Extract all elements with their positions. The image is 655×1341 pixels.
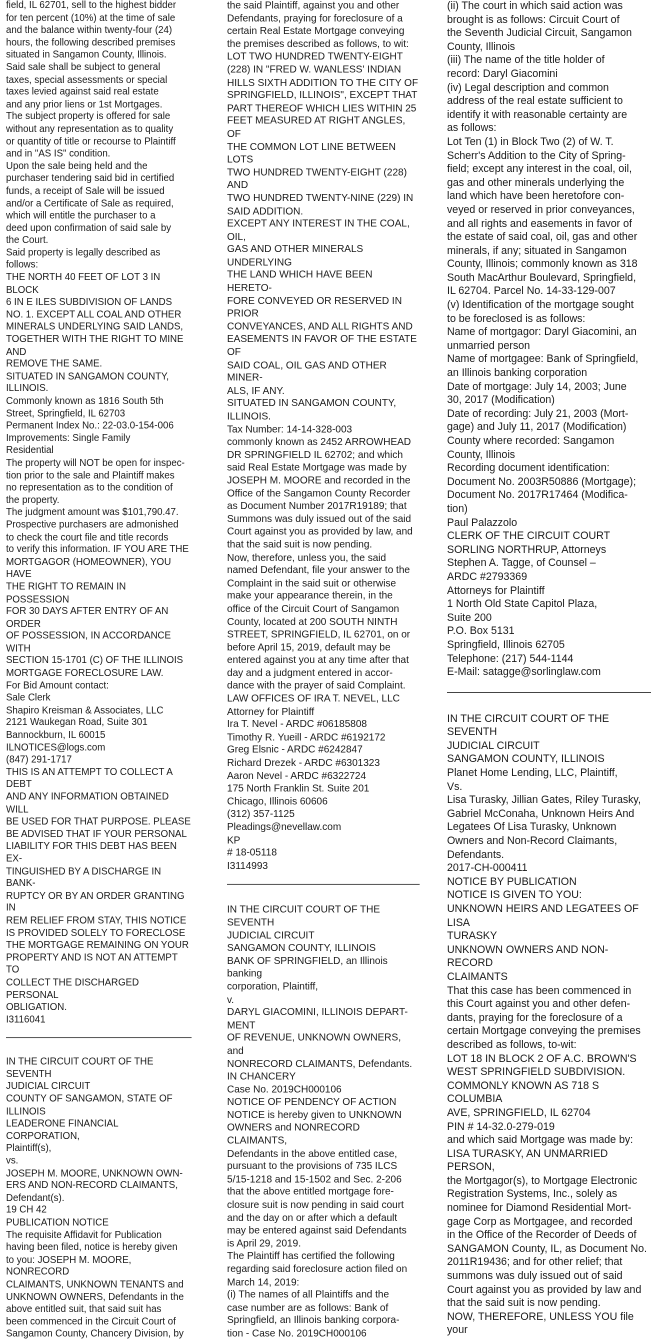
notice-text: the said Plaintiff, against you and other Defendants, praying for foreclosure of a certain Real Estate Mortgage conveying the premises described as follows, to wit: LOT TWO HUNDRED TWENTY-EIGHT (228) IN "FRED W. WANLESS' INDIAN HILLS SIXTH ADDITION TO THE CITY OF SPRINGFIELD, ILLINOIS", EXCEPT THAT PART THEREOF WHICH LIES WITHIN 25 FEET MEASURED AT RIGHT ANGLES, OF THE COMMON LOT LINE BETWEEN LOTS TWO HUNDRED TWENTY-EIGHT (228) AND TWO HUNDRED TWENTY-NINE (229) IN SAID ADDITION. EXCEPT ANY INTEREST IN THE COAL, OIL, GAS AND OTHER MINERALS UNDERLYING THE LAND WHICH HAVE BEEN HERETO- FORE CONVEYED OR RESERVED IN PRIOR CONVEYANCES, AND ALL RIGHTS AND EASEMENTS IN FAVOR OF THE ESTATE OF SAID COAL, OIL GAS AND OTHER MINER- ALS, IF ANY. SITUATED IN SANGAMON COUNTY, ILLINOIS. Tax Number: 14-14-328-003 commonly known as 2452 ARROWHEAD DR SPRINGFIELD IL 62702; and which said Real Estate Mortgage was made by JOSEPH M. MOORE and recorded in the Office of the Sangamon County Recorder as Document Number 2017R19189; that Summons was duly issued out of the said Court against you as provided by law, and that the said suit is now pending. Now, therefore, unless you, the said named Defendant, file your answer to the Complaint in the said suit or otherwise make your appearance therein, in the office of the Circuit Court of Sangamon County, located at 200 SOUTH NINTH STREET, SPRINGFIELD, IL 62701, on or before April 15, 2019, default may be entered against you at any time after that day and a judgment entered in accor- dance with the prayer of said Complaint. LAW OFFICES OF IRA T. NEVEL, LLC Attorney for Plaintiff Ira T. Nevel - ARDC #06185808 Timothy R. Yueill - ARDC #6192172 Greg Elsnic - ARDC #6242847 Richard Drezek - ARDC #6301323 Aaron Nevel - ARDC #6322724 175 North Franklin St. Suite 201 Chicago, Illinois 60606 (312) 357-1125 Pleadings@nevellaw.com KP # 18-05118 I3114993 [226,0,418,872]
notice-text: IN THE CIRCUIT COURT OF THE SEVENTH JUDICIAL CIRCUIT COUNTY OF SANGAMON, STATE OF ILLINOIS LEADERONE FINANCIAL CORPORATION, Plaintiff(s), vs. JOSEPH M. MOORE, UNKNOWN OWN- ERS AND NON-RECORD CLAIMANTS, Defendant(s). 19 CH 42 PUBLICATION NOTICE The requisite Affidavit for Publication having been filed, notice is hereby given to you: JOSEPH M. MOORE, NONRECORD CLAIMANTS, UNKNOWN TENANTS and UNKNOWN OWNERS, Defendants in the above entitled suit, that said suit has been commenced in the Circuit Court of Sangamon County, Chancery Division, by [6,1056,184,1340]
notice-divider [447,692,651,693]
notice-text: IN THE CIRCUIT COURT OF THE SEVENTH JUDICIAL CIRCUIT SANGAMON COUNTY, ILLINOIS BANK OF SPRINGFIELD, an Illinois banking corporation, Plaintiff, v. DARYL GIACOMINI, ILLINOIS DEPART- MENT OF REVENUE, UNKNOWN OWNERS, and NONRECORD CLAIMANTS, Defendants. IN CHANCERY Case No. 2019CH000106 NOTICE OF PENDENCY OF ACTION NOTICE is hereby given to UNKNOWN OWNERS and NONRECORD CLAIMANTS, Defendants in the above entitled case, pursuant to the provisions of 735 ILCS 5/15-1218 and 15-1502 and Sec. 2-206 that the above entitled mortgage fore- closure suit is now pending in said court and the day on or after which a default may be entered against said Defendants is April 29, 2019. The Plaintiff has certified the following regarding said foreclosure action filed on March 14, 2019: (i) The names of all Plaintiffs and the case number are as follows: Bank of Springfield, an Illinois banking corpora- tion - Case No. 2019CH000106 [226,904,412,1340]
column-2 [226,0,420,1340]
notice-text: field, IL 62701, sell to the highest bidder for ten percent (10%) at the time of sale and the balance within twenty-four (24) hours, the following described premises situated in Sangamon County, Illinois. Said sale shall be subject to general taxes, special assessments or special taxes levied against said real estate and any prior liens or 1st Mortgages. The subject property is offered for sale without any representation as to quality or quantity of title or recourse to Plaintiff and in "AS IS" condition. Upon the sale being held and the purchaser tendering said bid in certified funds, a receipt of Sale will be issued and/or a Certificate of Sale as required, which will entitle the purchaser to a deed upon confirmation of said sale by the Court. Said property is legally described as follows: THE NORTH 40 FEET OF LOT 3 IN BLOCK 6 IN E ILES SUBDIVISION OF LANDS NO. 1. EXCEPT ALL COAL AND OTHER MINERALS UNDERLYING SAID LANDS, TOGETHER WITH THE RIGHT TO MINE AND REMOVE THE SAME. SITUATED IN SANGAMON COUNTY, ILLINOIS. Commonly known as 1816 South 5th Street, Springfield, IL 62703 Permanent Index No.: 22-03.0-154-006 Improvements: Single Family Residential The property will NOT be open for inspec- tion prior to the sale and Plaintiff makes no representation as to the condition of the property. The judgment amount was $101,790.47. Prospective purchasers are admonished to check the court file and title records to verify this information. IF YOU ARE THE MORTGAGOR (HOMEOWNER), YOU HAVE THE RIGHT TO REMAIN IN POSSESSION FOR 30 DAYS AFTER ENTRY OF AN ORDER OF POSSESSION, IN ACCORDANCE WITH SECTION 15-1701 (C) OF THE ILLINOIS MORTGAGE FORECLOSURE LAW. For Bid Amount contact: Sale Clerk Shapiro Kreisman & Associates, LLC 2121 Waukegan Road, Suite 301 Bannockburn, IL 60015 ILNOTICES@logs.com (847) 291-1717 THIS IS AN ATTEMPT TO COLLECT A DEBT AND ANY INFORMATION OBTAINED WILL BE USED FOR THAT PURPOSE. PLEASE BE ADVISED THAT IF YOUR PERSONAL LIABILITY FOR THIS DEBT HAS BEEN EX- TINGUISHED BY A DISCHARGE IN BANK- RUPTCY OR BY AN ORDER GRANTING IN REM RELIEF FROM STAY, THIS NOTICE IS PROVIDED SOLELY TO FORECLOSE THE MORTGAGE REMAINING ON YOUR PROPERTY AND IS NOT AN ATTEMPT TO COLLECT THE DISCHARGED PERSONAL OBLIGATION. I3116041 [6,0,191,1026]
column-3 [447,0,651,1341]
notice-divider [6,1037,192,1038]
column-1 [6,0,192,1340]
notice-divider [227,884,420,885]
notice-text: (ii) The court in which said action was brought is as follows: Circuit Court of the Seventh Judicial Circuit, Sangamon County, Illinois (iii) The name of the title holder of record: Daryl Giacomini (iv) Legal description and common address of the real estate sufficient to identify it with reasonable certainty are as follows: Lot Ten (1) in Block Two (2) of W. T. Scherr's Addition to the City of Spring- field; except any interest in the coal, oil, gas and other minerals underlying the land which have been heretofore con- veyed or reserved in prior conveyances, and all rights and easements in favor of the estate of said coal, oil, gas and other minerals, if any; situated in Sangamon County, Illinois; commonly known as 318 South MacArthur Boulevard, Springfield, IL 62704. Parcel No. 14-33-129-007 (v) Identification of the mortgage sought to be foreclosed is as follows: Name of mortgagor: Daryl Giacomini, an unmarried person Name of mortgagee: Bank of Springfield, an Illinois banking corporation Date of mortgage: July 14, 2003; June 30, 2017 (Modification) Date of recording: July 21, 2003 (Mort- gage) and July 11, 2017 (Modification) County where recorded: Sangamon County, Illinois Recording document identification: Document No. 2003R50886 (Mortgage); Document No. 2017R17464 (Modifica- tion) Paul Palazzolo CLERK OF THE CIRCUIT COURT SORLING NORTHRUP, Attorneys Stephen A. Tagge, of Counsel – ARDC #2793369 Attorneys for Plaintiff 1 North Old State Capitol Plaza, Suite 200 P.O. Box 5131 Springfield, Illinois 62705 Telephone: (217) 544-1144 E-Mail: satagge@sorlinglaw.com [447,0,639,679]
notice-text: IN THE CIRCUIT COURT OF THE SEVENTH JUDICIAL CIRCUIT SANGAMON COUNTY, ILLINOIS Planet Home Lending, LLC, Plaintiff, Vs. Lisa Turasky, Jillian Gates, Riley Turasky, Gabriel McConaha, Unknown Heirs And Legatees Of Lisa Turasky, Unknown Owners and Non-Record Claimants, Defendants. 2017-CH-000411 NOTICE BY PUBLICATION NOTICE IS GIVEN TO YOU: UNKNOWN HEIRS AND LEGATEES OF LISA TURASKY UNKNOWN OWNERS AND NON-RECORD CLAIMANTS That this case has been commenced in this Court against you and other defen- dants, praying for the foreclosure of a certain Mortgage conveying the premises described as follows, to-wit: LOT 18 IN BLOCK 2 OF A.C. BROWN'S WEST SPRINGFIELD SUBDIVISION. COMMONLY KNOWN AS 718 S COLUMBIA AVE, SPRINGFIELD, IL 62704 PIN # 14-32.0-279-019 and which said Mortgage was made by: LISA TURASKY, AN UNMARRIED PERSON, the Mortgagor(s), to Mortgage Electronic Registration Systems, Inc., solely as nominee for Diamond Residential Mort- gage Corp as Mortgagee, and recorded in the Office of the Recorder of Deeds of SANGAMON County, IL, as Document No. 2011R19436; and for other relief; that summons was duly issued out of said Court against you as provided by law and that the said suit is now pending. NOW, THEREFORE, UNLESS YOU file your [447,712,647,1337]
